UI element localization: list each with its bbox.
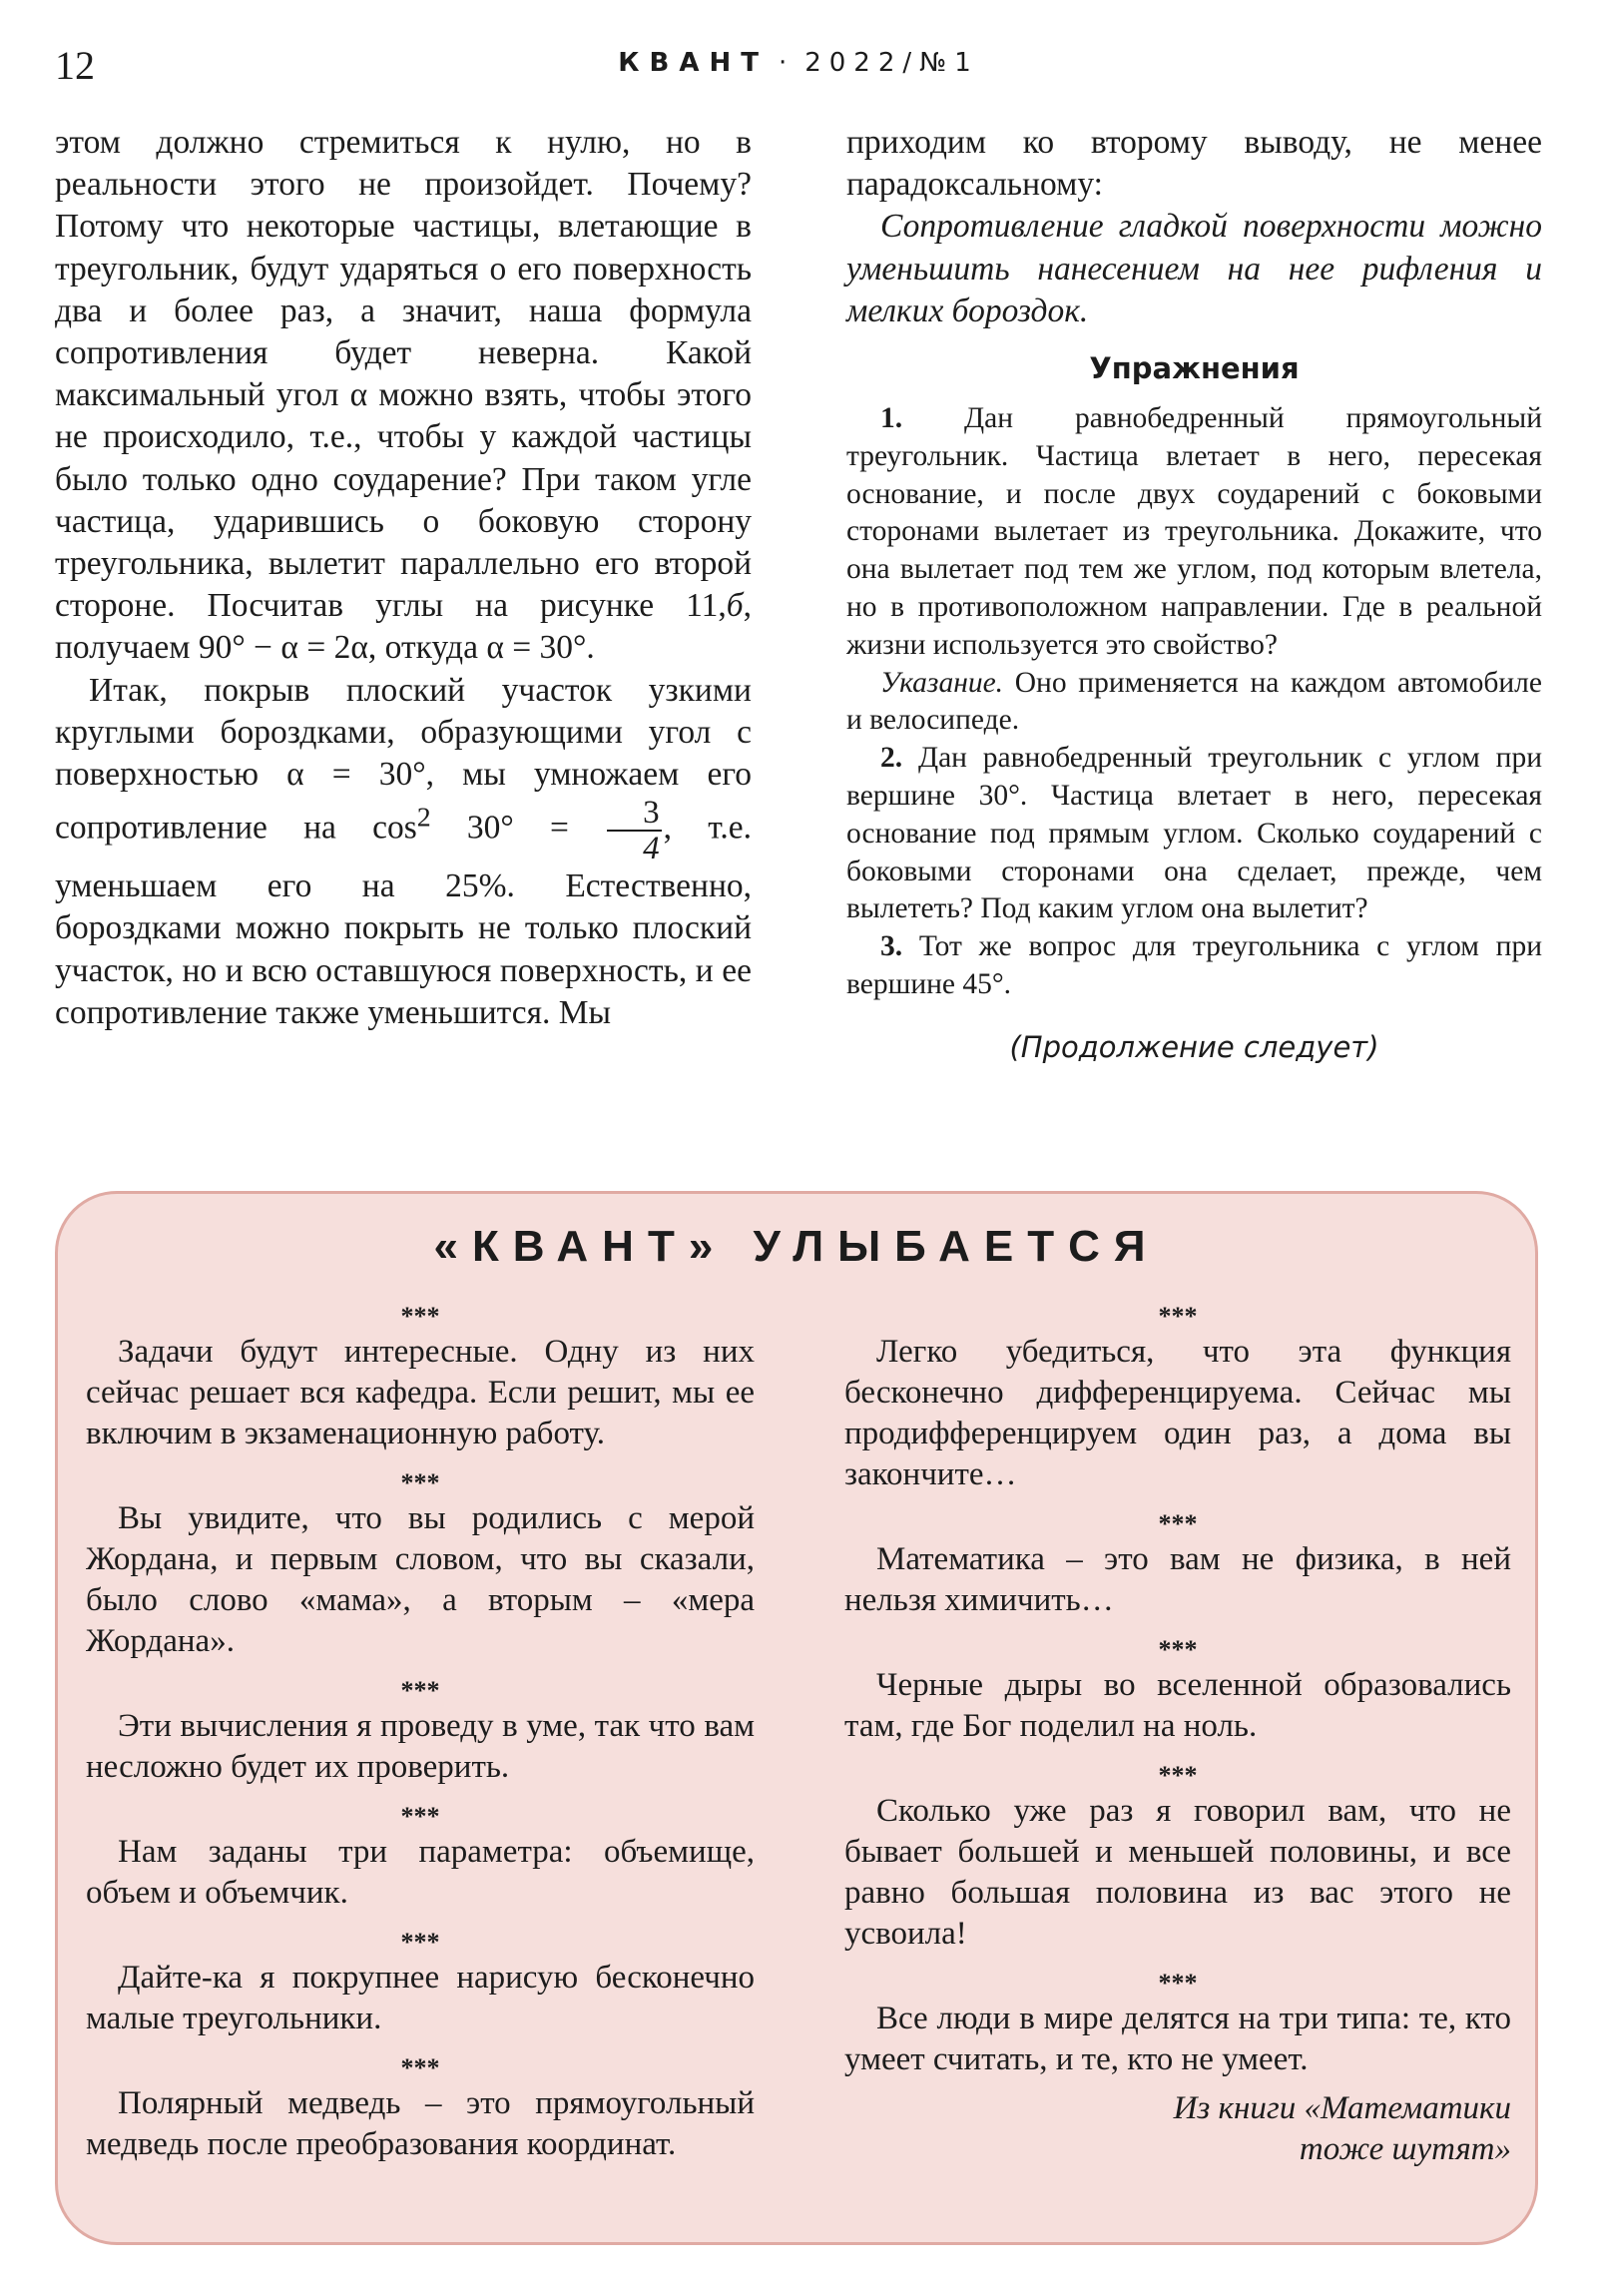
page-number: 12 — [55, 43, 95, 88]
joke: Сколько уже раз я говорил вам, что не бывает большей и меньшей половины, и все равно большая половина из вас этого не усвоила! — [844, 1793, 1511, 1952]
jokes-right-column — [844, 1302, 1511, 2170]
article-right-column — [846, 122, 1542, 1068]
joke: Дайте-ка я покрупнее нарисую бесконечно малые треугольники. — [86, 1960, 755, 2036]
joke-separator: *** — [400, 1302, 440, 1331]
header-separator: · — [778, 48, 796, 78]
issue-number: 2022/№1 — [804, 48, 979, 78]
article-paragraph: Итак, покрыв плоский участок узкими круглыми бороздками, образующими угол с поверхностью α = 30°, мы умножаем его сопротивление на $\cos^2 30^\circ$ = $\frac{3}{4}$ , т.е. уменьшаем его на 25%. Естественно, бороздками можно покрыть не только плоский участок, но и всю оставшуюся поверхность, и ее сопротивление также уменьшится. Мы — [55, 671, 752, 1031]
running-head — [0, 48, 1597, 78]
exercise-3: 3. Тот же вопрос для треугольника с углом при вершине 45°. — [846, 930, 1542, 1000]
joke-separator: *** — [1158, 1302, 1198, 1331]
joke: Задачи будут интересные. Одну из них сейчас решает вся кафедра. Если решит, мы ее включим в экзаменационную работу. — [86, 1334, 755, 1451]
joke: Легко убедиться, что эта функция бесконечно дифференцируема. Сейчас мы продифференцируем один раз, а дома вы закончите… — [844, 1334, 1511, 1492]
joke-separator: *** — [400, 2053, 440, 2082]
joke: Математика – это вам не физика, в ней нельзя химичить… — [844, 1541, 1511, 1618]
conclusion-statement: Сопротивление гладкой поверхности можно уменьшить нанесением на нее рифления и мелких бороздок. — [846, 208, 1542, 329]
jokes-box-title: «КВАНТ» УЛЫБАЕТСЯ — [433, 1222, 1160, 1271]
exercises-heading: Упражнения — [1089, 351, 1300, 386]
joke-separator: *** — [400, 1802, 440, 1831]
exercise-1-hint: Указание. Оно применяется на каждом автомобиле и велосипеде. — [846, 666, 1542, 737]
joke: Черные дыры во вселенной образовались там, где Бог поделил на ноль. — [844, 1667, 1511, 1744]
joke-separator: *** — [400, 1468, 440, 1497]
exercise-2: 2. Дан равнобедренный треугольник с углом при вершине 30°. Частица влетает в него, пересекая основание под прямым углом. Сколько соударений с боковыми сторонами она сделает, прежде, чем вылететь? Под каким углом она вылетит? — [846, 742, 1542, 925]
exercises-list — [846, 400, 1542, 1004]
figure-ref: б — [726, 587, 744, 625]
page-header — [0, 43, 1597, 88]
joke: Все люди в мире делятся на три типа: те, кто умеет считать, и те, кто не умеет. — [844, 2001, 1511, 2077]
article-paragraph: этом должно стремиться к нулю, но в реальности этого не произойдет. Почему? Потому что некоторые частицы, влетающие в треугольник, будут ударяться о его поверхность два и более раз, а значит, наша формула сопротивления будет неверна. Какой максимальный угол α можно взять, чтобы этого не происходило, т.е., чтобы у каждой частицы было только одно соударение? При таком угле частица, ударившись о боковую сторону треугольника, вылетит параллельно его второй стороне. Посчитав углы на рисунке 11,б, получаем 90° − α = 2α, откуда α = 30°. — [55, 124, 752, 667]
fraction — [607, 796, 662, 865]
jokes-box — [55, 1191, 1538, 2245]
joke-separator: *** — [1158, 1509, 1198, 1538]
joke: Полярный медведь – это прямоугольный медведь после преобразования координат. — [86, 2085, 755, 2162]
article-left-column — [55, 122, 752, 1034]
article-paragraph: приходим ко второму выводу, не менее парадоксальному: — [846, 124, 1542, 204]
to-be-continued: (Продолжение следует) — [1009, 1029, 1379, 1064]
joke-separator: *** — [1158, 1969, 1198, 1998]
fraction-numerator: 3 — [607, 796, 662, 832]
jokes-source-line: Из книги «Математики — [1173, 2090, 1511, 2126]
joke-separator: *** — [400, 1676, 440, 1705]
joke-separator: *** — [1158, 1635, 1198, 1664]
jokes-source-line: тоже шутят» — [1299, 2131, 1511, 2167]
exponent: 2 — [416, 802, 431, 834]
joke: Нам заданы три параметра: объемище, объем и объемчик. — [86, 1834, 755, 1911]
joke: Эти вычисления я проведу в уме, так что вам несложно будет их проверить. — [86, 1708, 755, 1785]
exercise-1: 1. Дан равнобедренный прямоугольный треугольник. Частица влетает в него, пересекая основание, и после двух соударений с боковыми сторонами вылетает из треугольника. Докажите, что она вылетает под тем же углом, под которым влетела, но в противоположном направлении. Где в реальной жизни используется это свойство? — [846, 402, 1542, 661]
fraction-denominator: 4 — [643, 831, 660, 867]
jokes-left-column — [86, 1302, 755, 2165]
joke-separator: *** — [1158, 1761, 1198, 1790]
joke: Вы увидите, что вы родились с мерой Жордана, и первым словом, что вы сказали, было слово «мама», а вторым – «мера Жордана». — [86, 1500, 755, 1659]
joke-separator: *** — [400, 1928, 440, 1957]
jokes-source — [844, 2088, 1511, 2170]
journal-name: КВАНТ — [618, 48, 769, 78]
